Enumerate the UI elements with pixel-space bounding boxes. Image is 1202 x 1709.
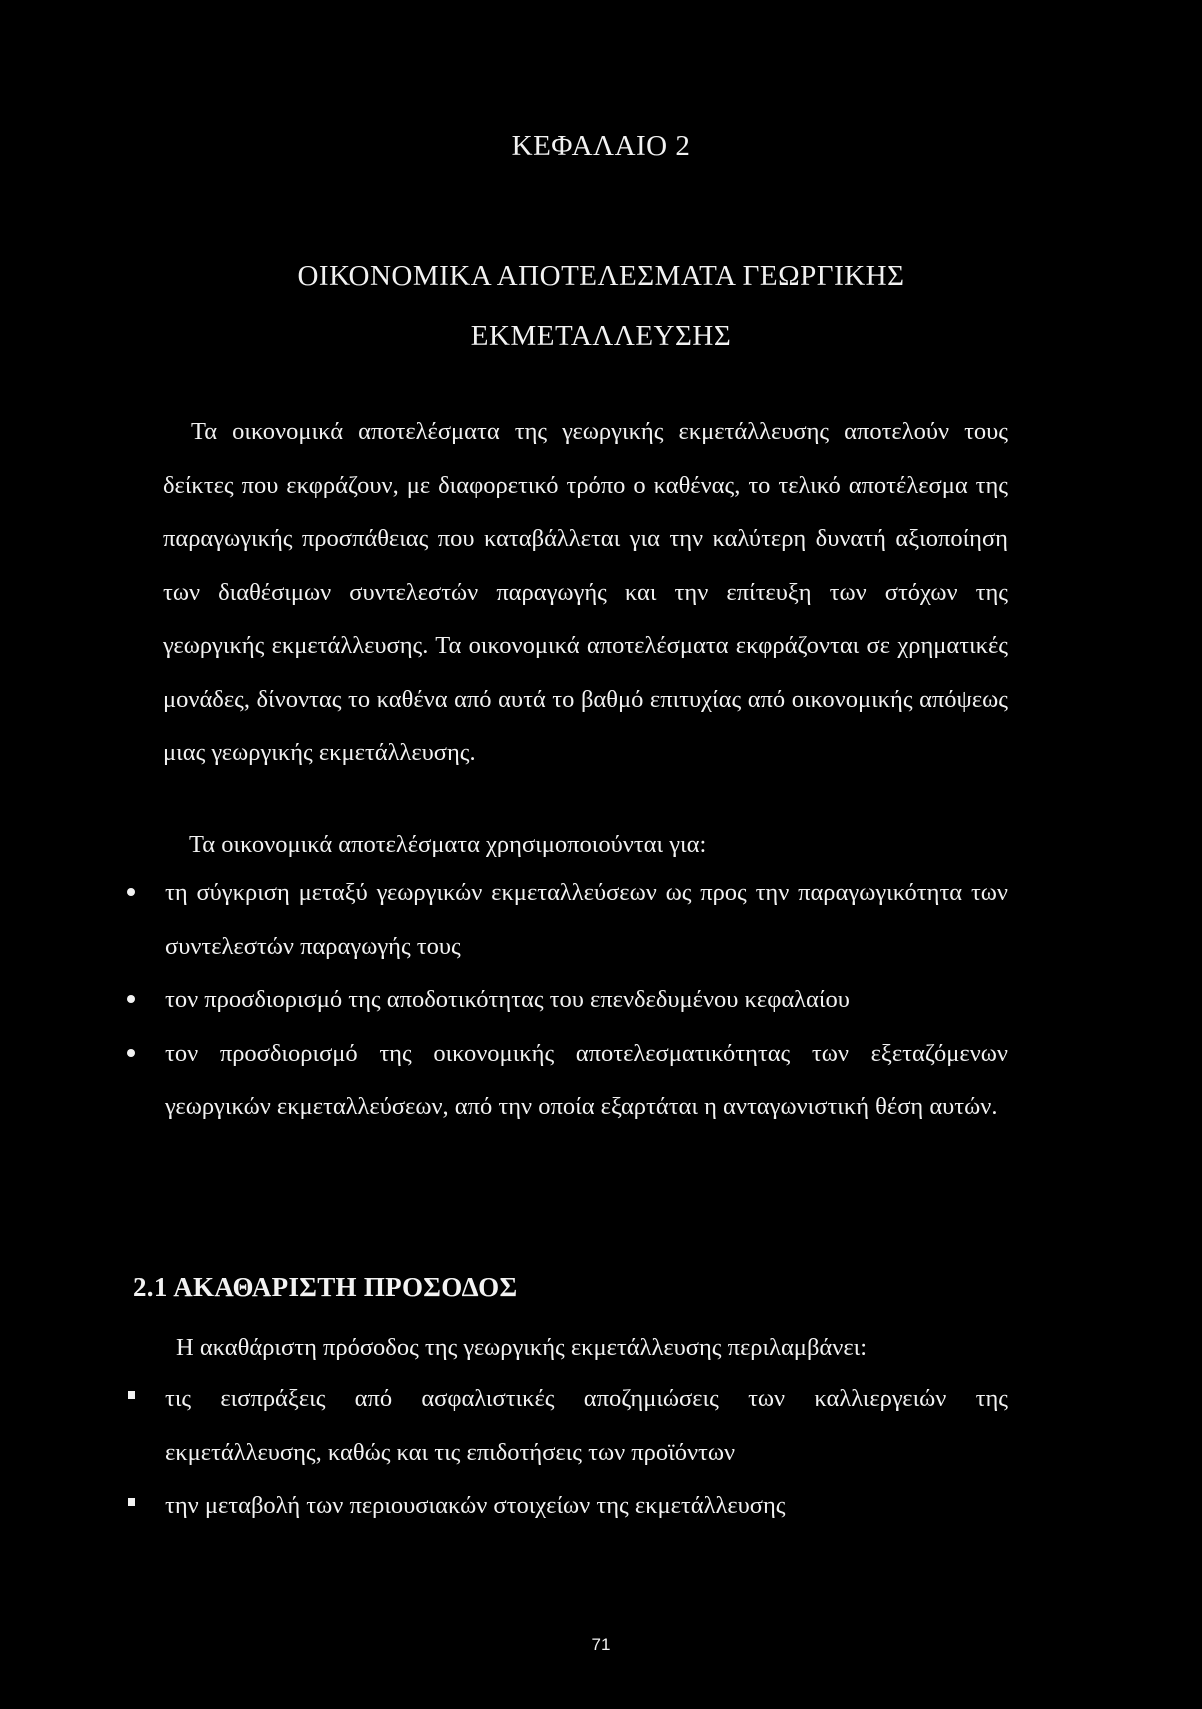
list-item-text: τον προσδιορισμό της αποδοτικότητας του επενδεδυμένου κεφαλαίου xyxy=(165,986,850,1013)
list-item xyxy=(123,1479,1008,1533)
bullet-square-icon xyxy=(125,1372,137,1426)
list-item xyxy=(123,973,1008,1027)
list-item-text: τον προσδιορισμό της οικονομικής αποτελεσματικότητας των εξεταζόμενων γεωργικών εκμεταλλεύσεων, από την οποία εξαρτάται η ανταγωνιστική θέση αυτών. xyxy=(165,1039,1008,1120)
list-item xyxy=(123,1027,1008,1134)
income-list xyxy=(123,1372,1008,1533)
chapter-title xyxy=(0,246,1202,366)
chapter-label: ΚΕΦΑΛΑΙΟ 2 xyxy=(511,130,691,162)
uses-list xyxy=(123,866,1008,1134)
uses-lead-text: Τα οικονομικά αποτελέσματα χρησιμοποιούνται για: xyxy=(189,831,707,858)
chapter-title-line-2: ΕΚΜΕΤΑΛΛΕΥΣΗΣ xyxy=(470,320,732,352)
chapter-title-line-1: ΟΙΚΟΝΟΜΙΚΑ ΑΠΟΤΕΛΕΣΜΑΤΑ ΓΕΩΡΓΙΚΗΣ xyxy=(297,260,905,292)
list-item-text: τις εισπράξεις από ασφαλιστικές αποζημιώσεις των καλλιεργειών της εκμετάλλευσης, καθώς και τις επιδοτήσεις των προϊόντων xyxy=(165,1385,1008,1466)
list-item-text: την μεταβολή των περιουσιακών στοιχείων της εκμετάλλευσης xyxy=(165,1492,786,1519)
list-item xyxy=(123,866,1008,973)
intro-sentence-2: Τα οικονομικά αποτελέσματα εκφράζονται σε χρηματικές μονάδες, δίνοντας το καθένα από αυτά το βαθμό επιτυχίας από οικονομικής απόψεως μιας γεωργικής εκμετάλλευσης. xyxy=(163,632,1008,766)
bullet-dot-icon xyxy=(125,866,137,920)
list-item-text: τη σύγκριση μεταξύ γεωργικών εκμεταλλεύσεων ως προς την παραγωγικότητα των συντελεστών παραγωγής τους xyxy=(165,879,1008,960)
section-lead-text: Η ακαθάριστη πρόσοδος της γεωργικής εκμετάλλευσης περιλαμβάνει: xyxy=(176,1334,868,1361)
intro-paragraph xyxy=(163,405,1008,780)
list-item xyxy=(123,1372,1008,1479)
bullet-dot-icon xyxy=(125,1027,137,1081)
page-number: 71 xyxy=(591,1635,611,1654)
bullet-dot-icon xyxy=(125,973,137,1027)
intro-sentence-1: Τα οικονομικά αποτελέσματα της γεωργικής εκμετάλλευσης αποτελούν τους δείκτες που εκφράζουν, με διαφορετικό τρόπο ο καθένας, το τελικό αποτέλεσμα της παραγωγικής προσπάθειας που καταβάλλεται για την καλύτερη δυνατή αξιοποίηση των διαθέσιμων συντελεστών παραγωγής και την επίτευξη των στόχων της γεωργικής εκμετάλλευσης. xyxy=(163,418,1008,659)
section-heading: 2.1 ΑΚΑΘΑΡΙΣΤΗ ΠΡΟΣΟΔΟΣ xyxy=(133,1272,518,1302)
bullet-square-icon xyxy=(125,1479,137,1533)
